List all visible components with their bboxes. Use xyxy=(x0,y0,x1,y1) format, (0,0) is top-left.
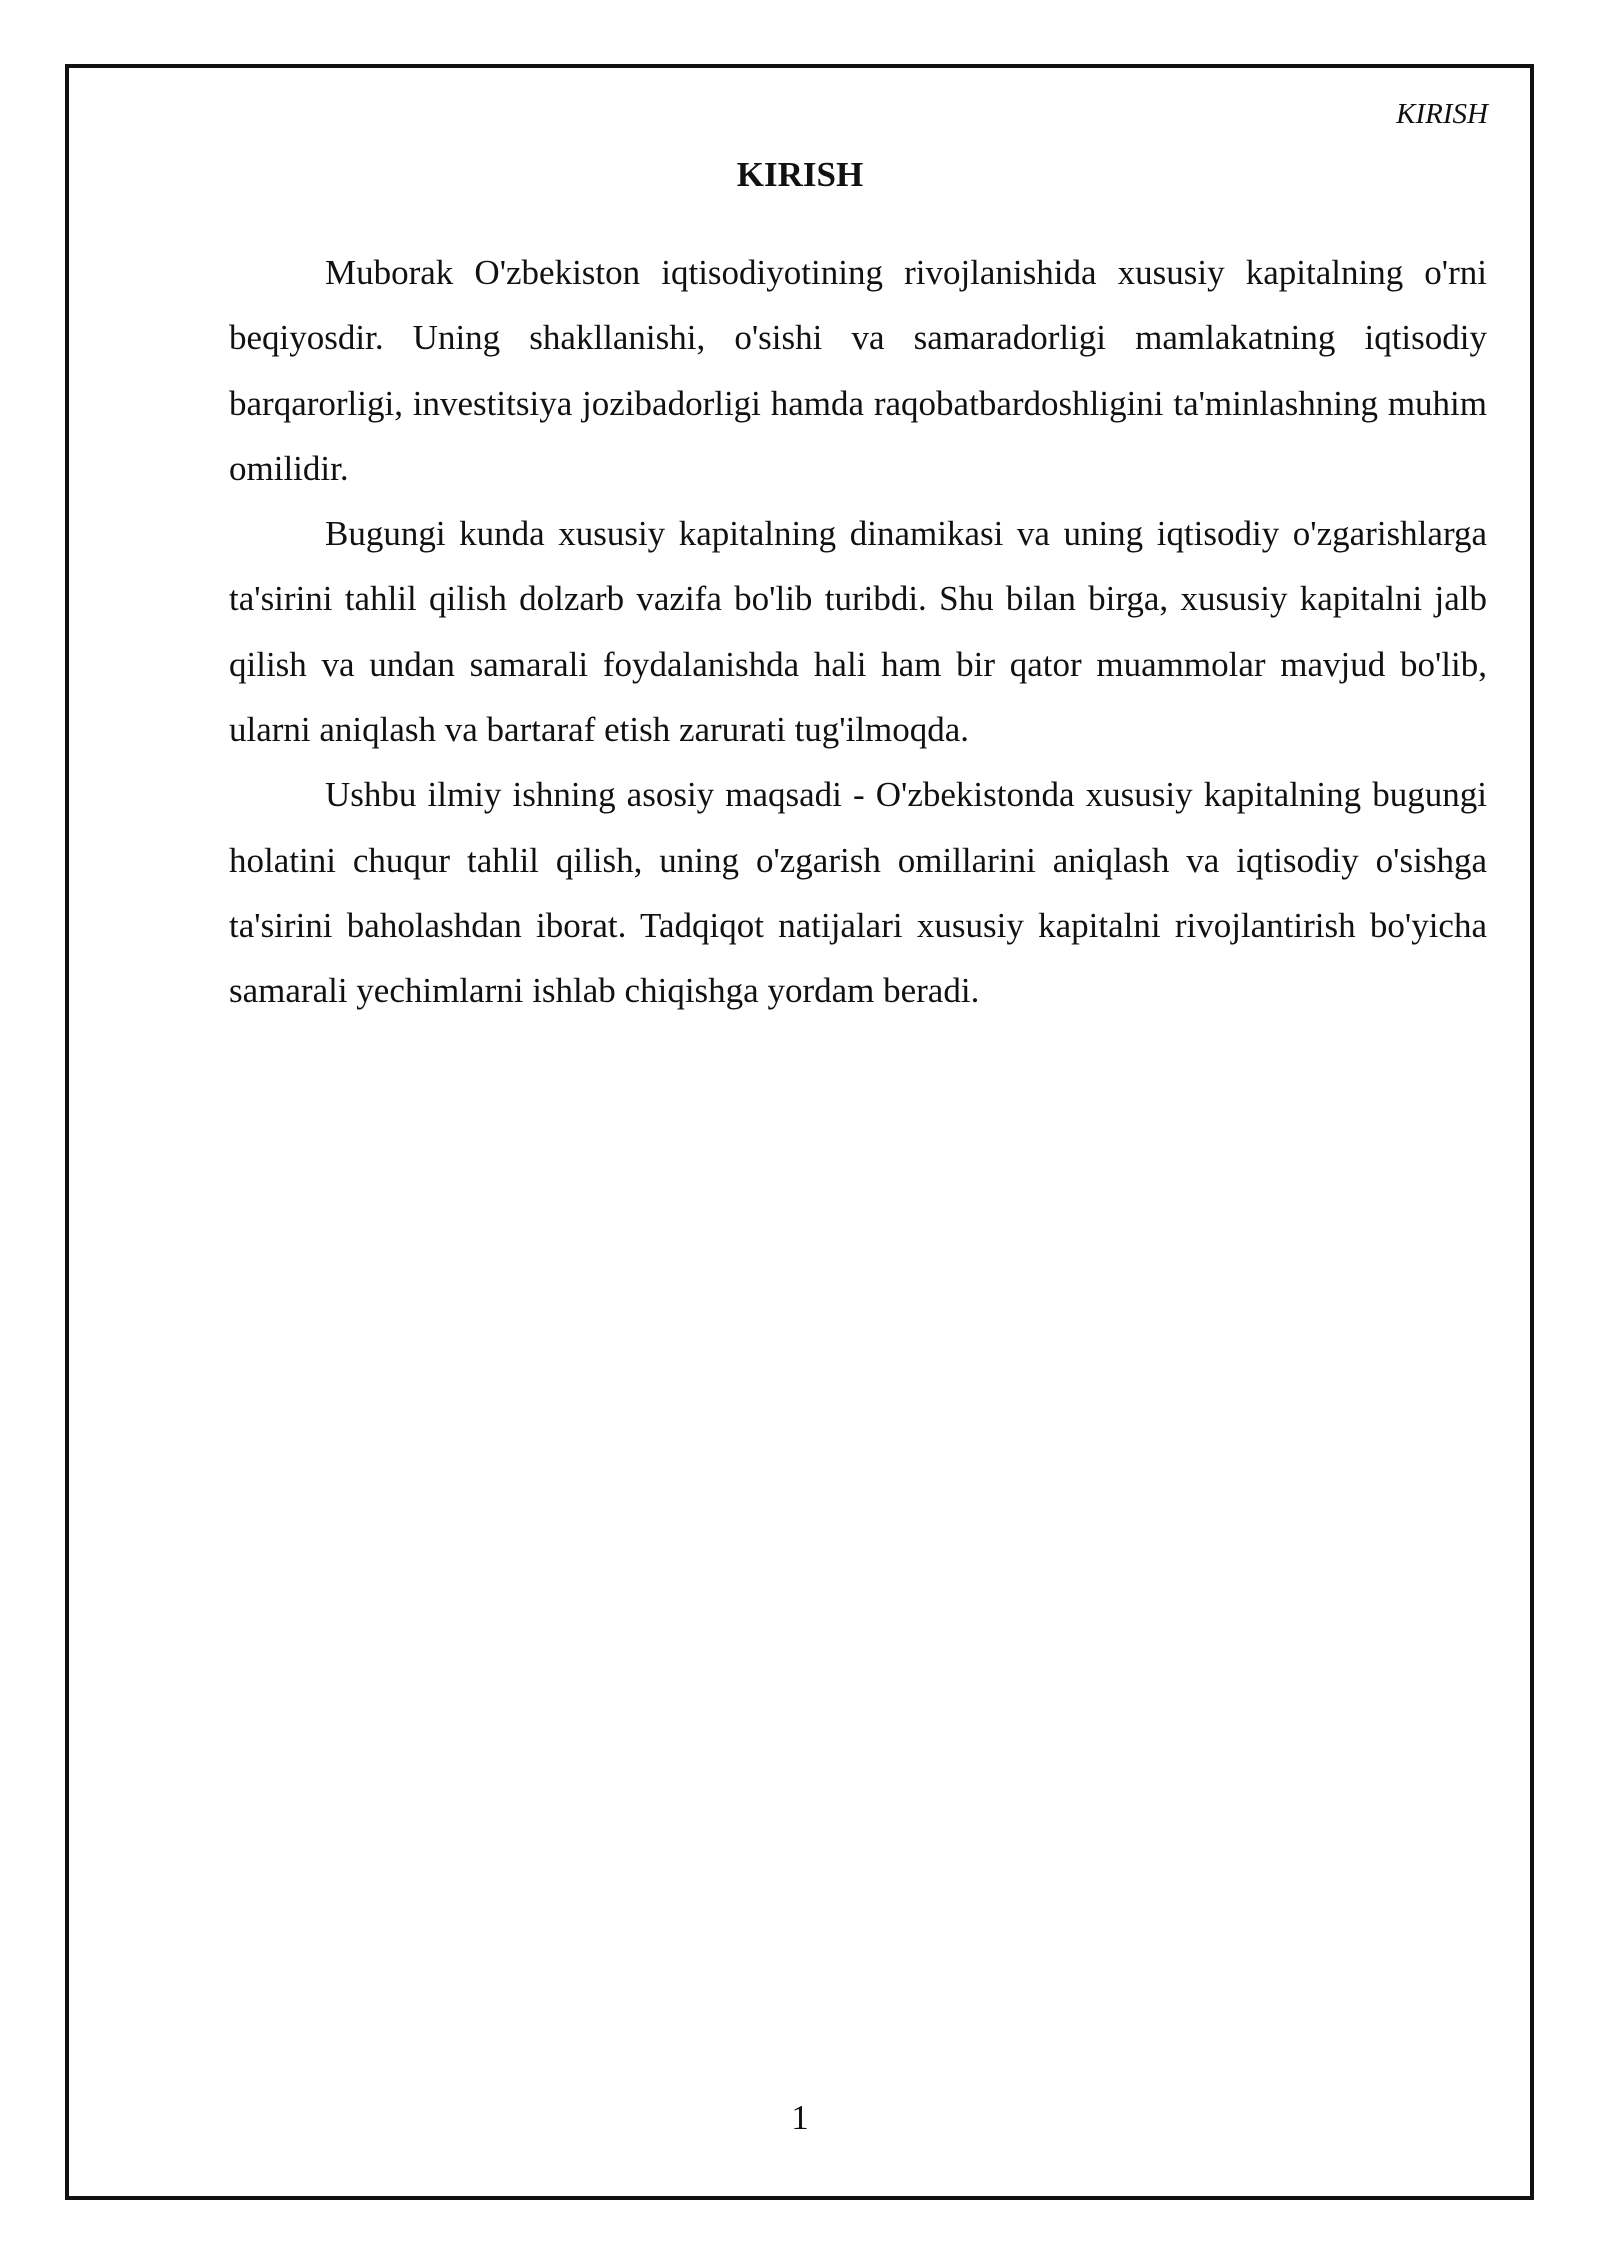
paragraph-1: Muborak O'zbekiston iqtisodiyotining rivojlanishida xususiy kapitalning o'rni beqiyosdir. Uning shakllanishi, o'sishi va samaradorligi mamlakatning iqtisodiy barqarorligi, investitsiya jozibadorligi hamda raqobatbardoshligini ta'minlashning muhim omilidir. xyxy=(229,253,1487,488)
page-title: KIRISH xyxy=(736,155,864,194)
page-number: 1 xyxy=(791,2098,809,2137)
running-header: KIRISH xyxy=(1396,98,1488,130)
body-text xyxy=(229,240,1487,1024)
paragraph-2: Bugungi kunda xususiy kapitalning dinamikasi va uning iqtisodiy o'zgarishlarga ta'sirini tahlil qilish dolzarb vazifa bo'lib turibdi. Shu bilan birga, xususiy kapitalni jalb qilish va undan samarali foydalanishda hali ham bir qator muammolar mavjud bo'lib, ularni aniqlash va bartaraf etish zarurati tug'ilmoqda. xyxy=(229,514,1487,750)
paragraph-3: Ushbu ilmiy ishning asosiy maqsadi - O'zbekistonda xususiy kapitalning bugungi holatini chuqur tahlil qilish, uning o'zgarish omillarini aniqlash va iqtisodiy o'sishga ta'sirini baholashdan iborat. Tadqiqot natijalari xususiy kapitalni rivojlantirish bo'yicha samarali yechimlarni ishlab chiqishga yordam beradi. xyxy=(229,775,1487,1011)
